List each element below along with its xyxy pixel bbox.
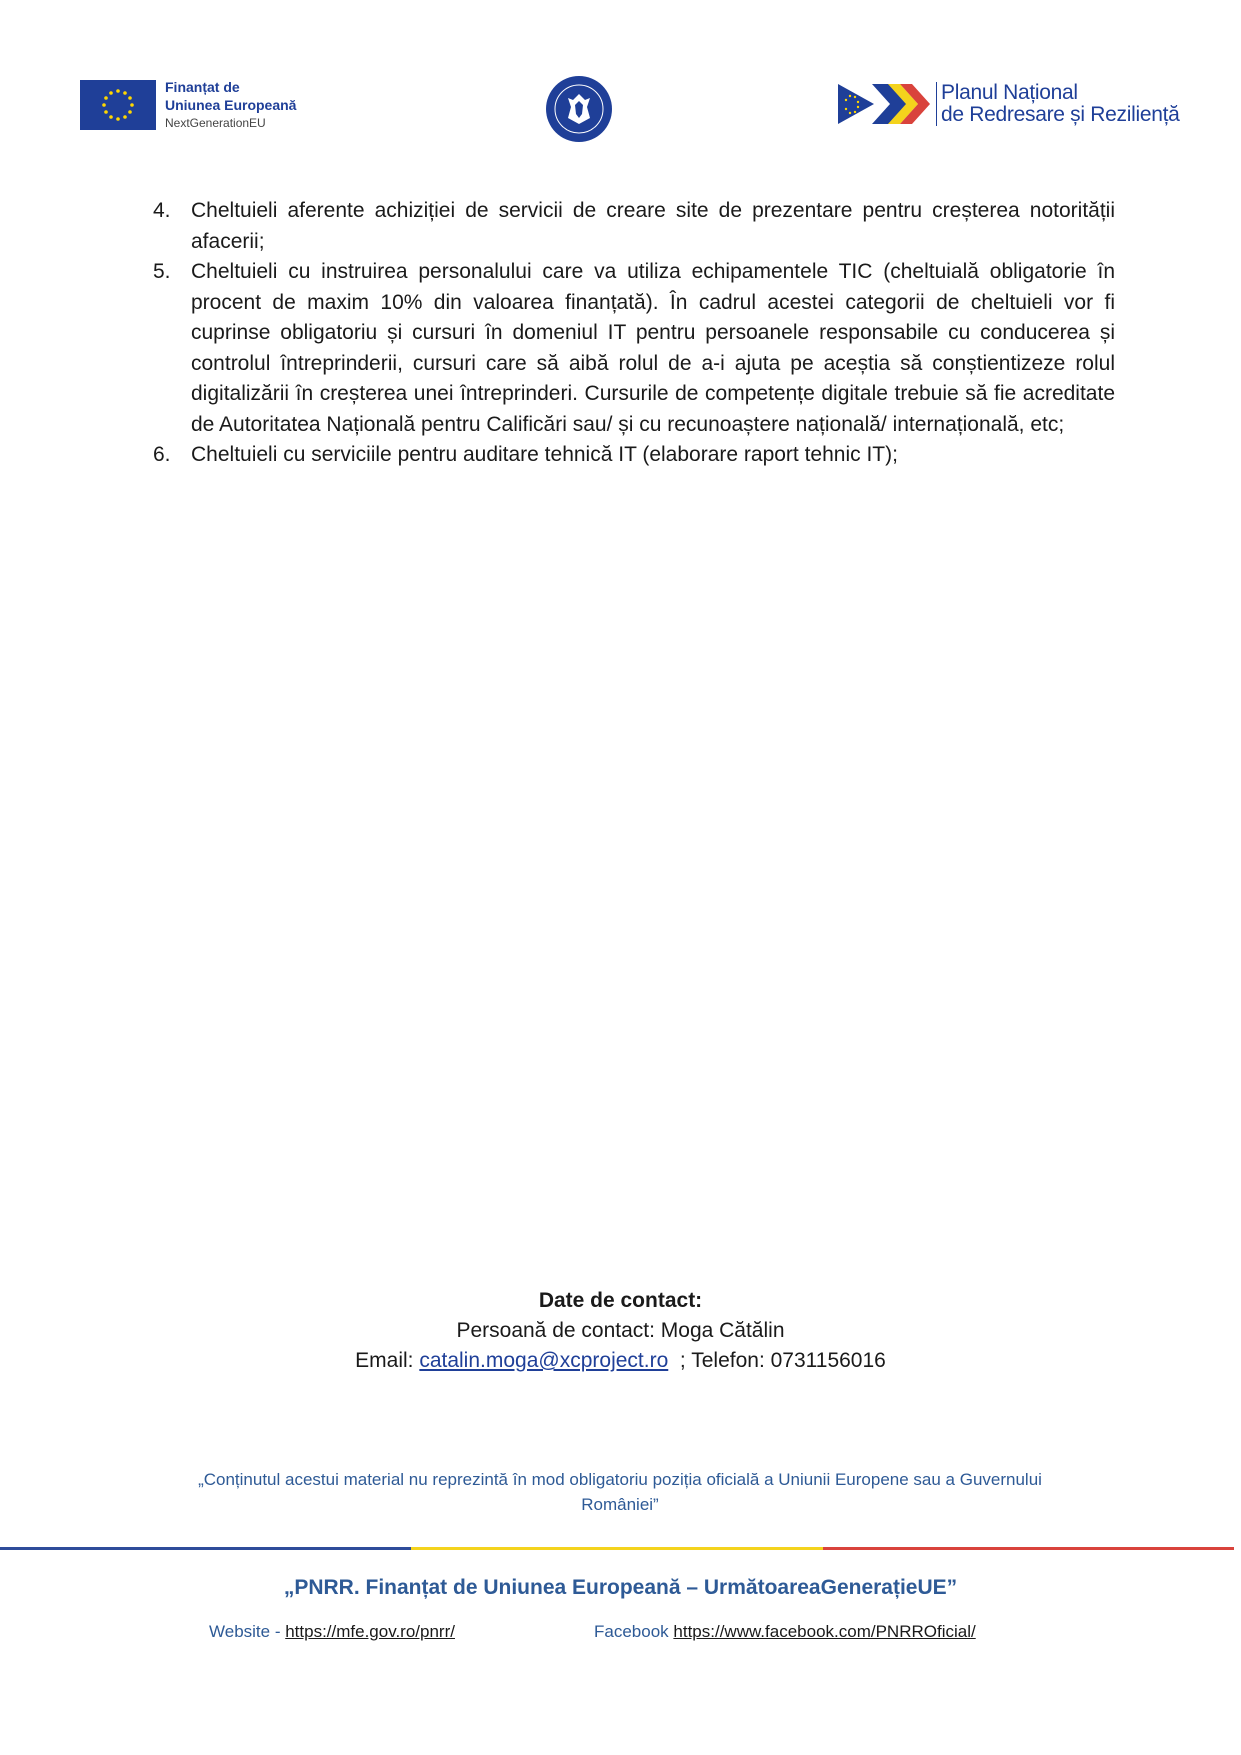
list-item-number: 4.	[153, 199, 171, 222]
phone-text: ; Telefon: 0731156016	[668, 1349, 886, 1372]
email-link[interactable]: catalin.moga@xcproject.ro	[419, 1349, 669, 1372]
facebook-link-group	[594, 1622, 976, 1642]
list-item-text: Cheltuieli cu instruirea personalului care va utiliza echipamentele TIC (cheltuială obligatorie în procent de maxim 10% din valoarea finanțată). În cadrul acestei categorii de cheltuieli vor fi cuprinse obligatoriu și cursuri în domeniul IT pentru persoanele responsabile cu conducerea și controlul întreprinderii, cursuri care să aibă rolul de a-i ajuta pe aceștia să conștientizeze rolul digitalizării în creșterea unei întreprinderi. Cursurile de competențe digitale trebuie să fie acreditate de Autoritatea Națională pentru Calificări sau/ și cu recunoaștere națională/ internațională, etc;	[191, 260, 1115, 436]
eu-logo-line1: Finanțat de	[165, 79, 240, 95]
eu-flag-icon	[80, 80, 156, 130]
facebook-link[interactable]: https://www.facebook.com/PNRROficial/	[673, 1622, 976, 1641]
tricolor-divider	[0, 1547, 1234, 1550]
list-item-number: 5.	[153, 260, 171, 283]
website-label: Website -	[209, 1622, 286, 1641]
eu-logo-line2: Uniunea Europeană	[165, 97, 297, 113]
disclaimer	[120, 1467, 1120, 1517]
list-item	[153, 440, 1115, 471]
divider-blue-segment	[0, 1547, 411, 1550]
website-link[interactable]: https://mfe.gov.ro/pnrr/	[285, 1622, 455, 1641]
list-item	[153, 257, 1115, 440]
disclaimer-line2: României”	[581, 1495, 659, 1514]
facebook-label: Facebook	[594, 1622, 674, 1641]
footer-title: „PNRR. Finanțat de Uniunea Europeană – UrmătoareaGenerațieUE”	[283, 1576, 958, 1599]
divider-yellow-segment	[411, 1547, 822, 1550]
divider-red-segment	[823, 1547, 1234, 1550]
pnrr-logo-line2: de Redresare și Reziliență	[941, 103, 1180, 126]
contact-section	[0, 1286, 1241, 1376]
pnrr-arrows-icon	[838, 82, 930, 126]
disclaimer-line1: „Conținutul acestui material nu reprezintă în mod obligatoriu poziția oficială a Uniunii Europene sau a Guvernului	[198, 1470, 1042, 1489]
list-item	[153, 196, 1115, 257]
list-item-number: 6.	[153, 443, 171, 466]
list-item-text: Cheltuieli aferente achiziției de servicii de creare site de prezentare pentru creșterea notorității afacerii;	[191, 199, 1115, 253]
contact-line	[0, 1346, 1241, 1376]
pnrr-logo	[838, 82, 1180, 126]
eu-logo-line3: NextGenerationEU	[165, 116, 266, 130]
contact-title: Date de contact:	[538, 1289, 703, 1312]
expense-list	[153, 196, 1115, 471]
website-link-group	[209, 1622, 455, 1642]
list-item-text: Cheltuieli cu serviciile pentru auditare tehnică IT (elaborare raport tehnic IT);	[191, 443, 898, 466]
romanian-government-seal-icon	[544, 74, 614, 144]
email-label: Email:	[355, 1349, 420, 1372]
eu-funding-logo	[80, 78, 296, 132]
pnrr-logo-line1: Planul Național	[941, 81, 1078, 104]
contact-person: Persoană de contact: Moga Cătălin	[456, 1319, 785, 1342]
